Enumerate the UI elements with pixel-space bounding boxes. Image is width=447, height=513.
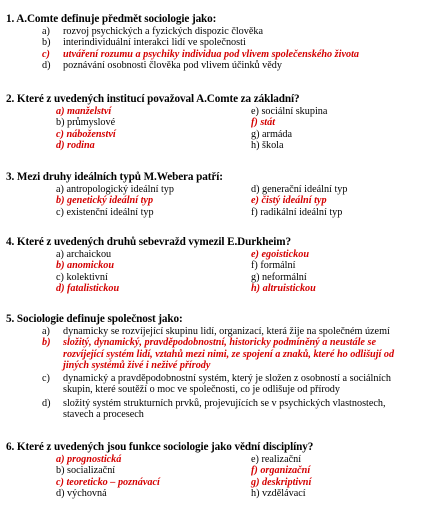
answer-1d: d) poznávání osobnosti člověka pod vlivem účinků vědy [42, 59, 282, 71]
answer-row: a) manželství e) sociální skupina [56, 106, 328, 117]
answer-1a: a) rozvoj psychických a fyzických dispozic člověka [42, 26, 263, 37]
question-2-title: 2. Které z uvedených institucí považoval A.Comte za základní? [6, 93, 300, 105]
answer-row: c) náboženství g) armáda [56, 128, 293, 140]
answer-row: a) archaickou e) egoistickou [56, 249, 310, 260]
question-3 [6, 171, 444, 218]
answer-row: d) výchovná h) vzdělávací [56, 487, 306, 499]
question-5-title: 5. Sociologie definuje společnost jako: [6, 313, 183, 325]
answer-1c: c) utváření rozumu a psychiky individua pod vlivem společenského života [42, 48, 359, 60]
question-2 [6, 93, 444, 151]
answer-row: b) anomickou f) formální [56, 260, 296, 272]
answer-row: a) antropologický ideální typ d) generační ideální typ [56, 184, 348, 195]
answer-row: c) existenční ideální typ f) radikální ideální typ [56, 206, 343, 218]
question-1-title: 1. A.Comte definuje předmět sociologie jako: [6, 13, 217, 25]
answer-row: b) socializační f) organizační [56, 465, 311, 477]
answer-row: c) kolektivní g) neformální [56, 271, 307, 283]
answer-5d: d) složitý systém strukturních prvků, projevujících se v psychických vlastnostech, [42, 397, 386, 409]
question-1-answers [6, 26, 444, 71]
answer-row: b) průmyslové f) stát [56, 117, 276, 129]
answer-row: b) genetický ideální typ e) čistý ideální typ [56, 195, 327, 207]
answer-5c: c) dynamický a pravděpodobnostní systém, který je složen z osobností a sociálních [42, 373, 391, 385]
answer-1b: b) interindividuální interakci lidí ve společnosti [42, 37, 246, 49]
answer-row: c) teoreticko – poznávací g) deskriptivní [56, 476, 312, 488]
answer-5b: b) složitý, dynamický, pravděpodobnostní, historicky podmíněný a neustále se [42, 337, 376, 349]
question-6-title: 6. Které z uvedených jsou funkce sociologie jako vědní disciplíny? [6, 441, 314, 453]
answer-row: d) fatalistickou h) altruistickou [56, 282, 316, 294]
answer-row: a) prognostická e) realizační [56, 454, 302, 465]
question-4-title: 4. Které z uvedených druhů sebevražd vymezil E.Durkheim? [6, 236, 291, 248]
answer-row: d) rodina h) škola [56, 139, 284, 151]
question-4 [6, 236, 444, 294]
answer-5a: a) dynamicky se rozvíjející skupinu lidí, organizací, která žije na společném území [42, 326, 390, 337]
question-5: 5. Sociologie definuje společnost jako: a) dynamicky se rozvíjející skupinu lidí, organizací, která žije na společném území b) složitý, dynamický, pravděpodobnostní, historicky podmíněný a neustále se rozvíjející systém lidí, vztahů mezi nimi, ze spojení a znaků, které ho odlišují od jiných systémů živé i neživé přírody c) dynamický a pravděpodobnostní systém, který je složen z osobností a sociálních skupin, které soutěží o moc ve společnosti, co je odlišuje od přírody d) složitý systém strukturních prvků, projevujících se v psychických vlastnostech, stavech a procesech [6, 313, 444, 430]
question-6 [6, 441, 444, 499]
question-3-title: 3. Mezi druhy ideálních typů M.Webera patří: [6, 171, 223, 183]
question-1 [6, 13, 444, 71]
